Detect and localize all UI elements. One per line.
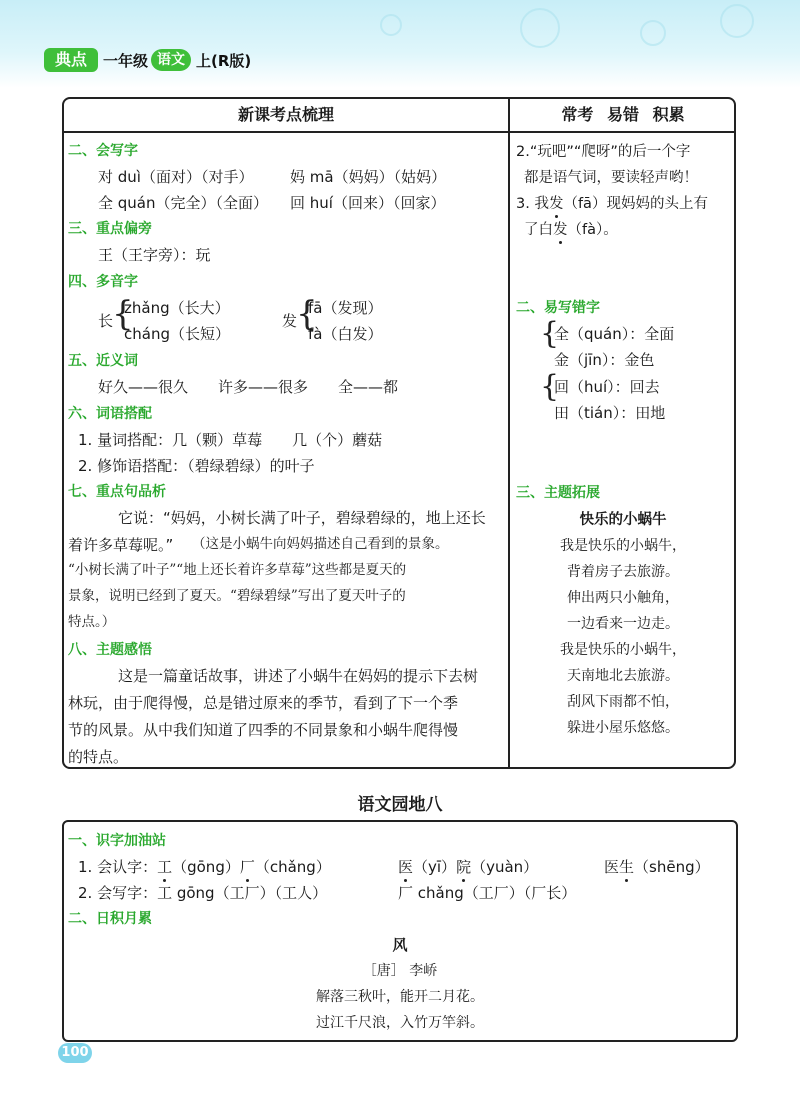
- header-band: [0, 0, 800, 88]
- section-heading: 二、日积月累: [68, 911, 152, 927]
- analysis-note: 特点。）: [68, 614, 116, 630]
- polyphone-reading: fā（发现）: [308, 299, 383, 317]
- tip-line: 3. 我发（fā）现妈妈的头上有: [516, 196, 708, 212]
- confusable-char: 回（huí）：回去: [554, 378, 660, 396]
- polyphone-char: 发: [282, 312, 298, 330]
- right-column-title: 常考 易错 积累: [561, 105, 685, 124]
- section-heading: 三、重点偏旁: [68, 221, 152, 237]
- write-chars: 厂 chǎng（工厂）（厂长）: [398, 884, 577, 902]
- section-heading: 五、近义词: [68, 353, 138, 369]
- brace-symbol: {: [112, 294, 134, 334]
- collocation-line: 2. 修饰语搭配：（碧绿碧绿）的叶子: [78, 457, 315, 475]
- vocab-entry: 回 huí（回来）（回家）: [290, 194, 446, 212]
- theme-paragraph: 这是一篇童话故事，讲述了小蜗牛在妈妈的提示下去树: [118, 667, 479, 685]
- radical-entry: 王（王字旁）：玩: [98, 246, 211, 264]
- tip-line: 了白发（fà）。: [524, 222, 618, 238]
- polyphone-reading: cháng（长短）: [124, 325, 230, 343]
- section-heading: 三、主题拓展: [516, 485, 600, 501]
- page-number: 100: [58, 1043, 92, 1063]
- poem-line: 我是快乐的小蜗牛，: [560, 538, 686, 554]
- poem-line: 刮风下雨都不怕，: [567, 694, 679, 710]
- poem-line: 一边看来一边走。: [567, 616, 679, 632]
- analysis-note: （这是小蜗牛向妈妈描述自己看到的景象。: [192, 536, 449, 552]
- vocab-entry: 妈 mā（妈妈）（姑妈）: [290, 168, 447, 186]
- subject-badge: 语文: [151, 49, 191, 71]
- section-heading: 四、多音字: [68, 274, 138, 290]
- poem-line: 躲进小屋乐悠悠。: [567, 720, 679, 736]
- sentence-quote: 它说：“妈妈，小树长满了叶子，碧绿碧绿的，地上还长: [118, 509, 486, 527]
- brace-symbol: {: [540, 369, 560, 404]
- theme-paragraph: 林玩，由于爬得慢，总是错过原来的季节，看到了下一个季: [68, 694, 459, 712]
- poem-line: 解落三秋叶，能开二月花。: [316, 989, 484, 1005]
- polyphone-reading: zhǎng（长大）: [124, 299, 230, 317]
- theme-paragraph: 节的风景。从中我们知道了四季的不同景象和小蜗牛爬得慢: [68, 721, 459, 739]
- recognize-chars: 医（yī）院（yuàn）: [398, 858, 539, 876]
- brand-logo: 典点: [44, 48, 98, 72]
- section-heading: 七、重点句品析: [68, 484, 166, 500]
- poem-title: 快乐的小蜗牛: [579, 512, 667, 528]
- analysis-note: “小树长满了叶子”“地上还长着许多草莓”这些都是夏天的: [68, 562, 407, 578]
- section-heading: 二、会写字: [68, 143, 138, 159]
- poem-line: 天南地北去旅游。: [567, 668, 679, 684]
- brace-symbol: {: [540, 316, 560, 351]
- polyphone-char: 长: [98, 312, 114, 330]
- confusable-char: 田（tián）：田地: [554, 404, 666, 422]
- synonym-line: 好久——很久 许多——很多 全——都: [98, 378, 399, 396]
- poem-line: 伸出两只小触角，: [567, 590, 679, 606]
- recognize-chars: 医生（shēng）: [604, 858, 710, 876]
- poem-line: 过江千尺浪，入竹万竿斜。: [316, 1015, 484, 1031]
- theme-paragraph: 的特点。: [68, 748, 129, 766]
- collocation-line: 1. 量词搭配：几（颗）草莓 几（个）蘑菇: [78, 431, 383, 449]
- section-heading: 二、易写错字: [516, 300, 600, 316]
- section-heading: 八、主题感悟: [68, 642, 152, 658]
- review-table: [62, 97, 736, 769]
- section-heading: 六、词语搭配: [68, 406, 152, 422]
- poem-author: ［唐］ 李峤: [362, 963, 438, 979]
- poem-line: 背着房子去旅游。: [567, 564, 679, 580]
- confusable-char: 金（jīn）：金色: [554, 351, 655, 369]
- grade-label: 一年级: [103, 52, 149, 70]
- vocab-entry: 对 duì（面对）（对手）: [98, 168, 254, 186]
- vocab-entry: 全 quán（完全）（全面）: [98, 194, 268, 212]
- tip-line: 2.“玩吧”“爬呀”的后一个字: [516, 144, 691, 160]
- poem-title: 风: [392, 936, 408, 954]
- garden-box: [62, 820, 738, 1042]
- section-heading: 一、识字加油站: [68, 833, 166, 849]
- sentence-quote: 着许多草莓呢。”: [68, 536, 174, 554]
- edition-label: 上(R版): [196, 52, 252, 70]
- polyphone-reading: fà（白发）: [308, 325, 383, 343]
- write-chars: 2. 会写字：工 gōng（工厂）（工人）: [78, 884, 328, 902]
- garden-title: 语文园地八: [357, 795, 443, 815]
- poem-line: 我是快乐的小蜗牛，: [560, 642, 686, 658]
- tip-line: 都是语气词，要读轻声哟！: [524, 170, 698, 186]
- left-column-title: 新课考点梳理: [237, 105, 334, 124]
- recognize-chars: 1. 会认字：工（gōng）厂（chǎng）: [78, 858, 331, 876]
- confusable-char: 全（quán）：全面: [554, 325, 675, 343]
- brace-symbol: {: [296, 294, 318, 334]
- table-header-divider: [64, 131, 734, 133]
- analysis-note: 景象，说明已经到了夏天。“碧绿碧绿”写出了夏天叶子的: [68, 588, 406, 604]
